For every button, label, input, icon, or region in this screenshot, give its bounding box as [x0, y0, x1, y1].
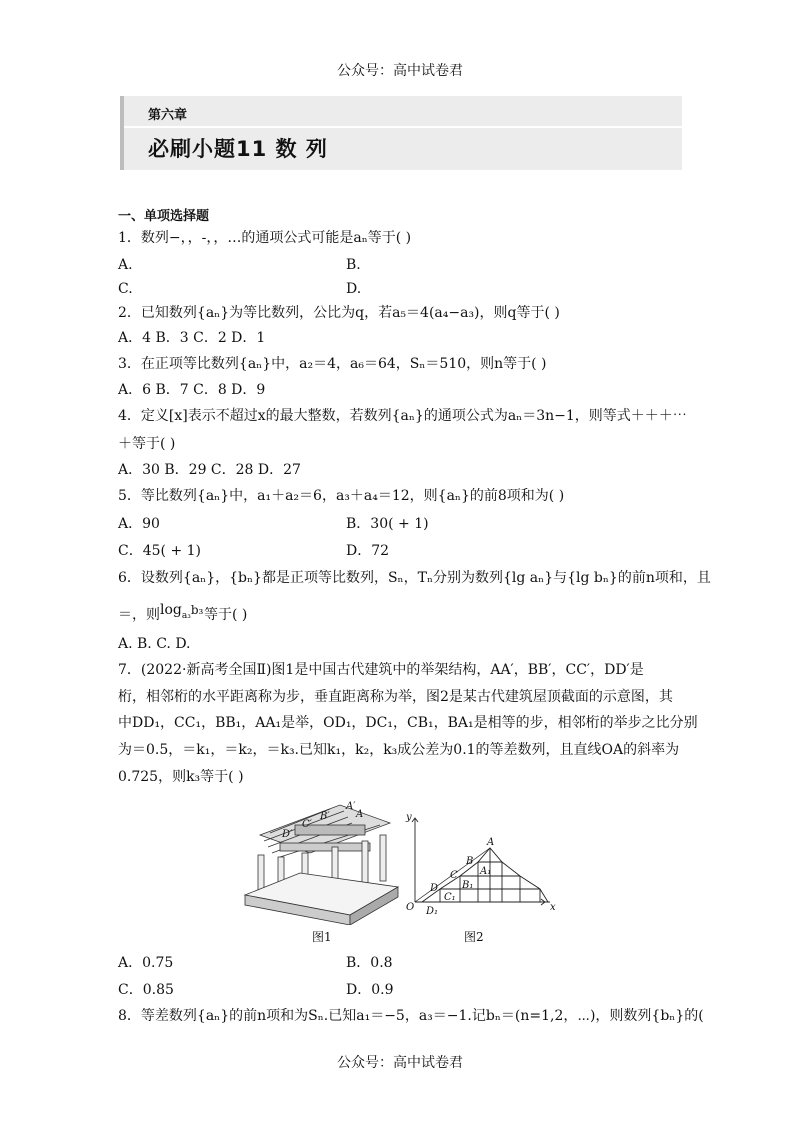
- log-base: log: [160, 602, 182, 618]
- fig2-label-b1: B₁: [462, 880, 474, 891]
- chapter-band: [120, 96, 682, 126]
- question-6-stem-2: ＝，则: [118, 607, 160, 623]
- fig2-label-c1: C₁: [444, 892, 456, 903]
- fig2-x-label: x: [550, 902, 556, 913]
- fig1-label-a: A: [356, 809, 364, 820]
- fig1-label-b-prime: B′: [320, 811, 330, 822]
- fig1-label-d-prime: D′: [282, 829, 293, 840]
- question-6-stem: 6．设数列{aₙ}，{bₙ}都是正项等比数列，Sₙ，Tₙ分别为数列{lg aₙ}与{lg bₙ}的前n项和，且: [118, 570, 711, 586]
- question-7-stem-2: 桁，相邻桁的水平距离称为步，垂直距离称为举，图2是某古代建筑屋顶截面的示意图，其: [118, 689, 673, 705]
- q1-option-b: B.: [346, 257, 361, 273]
- question-1-stem: 1．数列−，，-，，…的通项公式可能是aₙ等于( ): [118, 230, 412, 246]
- question-7-stem-4: 为＝0.5，＝k₁，＝k₂，＝k₃.已知k₁，k₂，k₃成公差为0.1的等差数列，且直线OA的斜率为: [118, 742, 680, 758]
- q6-options: A. B. C. D.: [118, 636, 191, 652]
- fig2-origin-label: O: [406, 902, 415, 913]
- log-subscript: a₃: [181, 610, 191, 621]
- log-argument: b₃: [190, 602, 204, 617]
- figure-2-caption: 图2: [464, 930, 484, 944]
- figure-1-drawing: [240, 795, 400, 925]
- q7-option-b: B．0.8: [346, 955, 393, 971]
- fig1-label-c-prime: C′: [302, 819, 312, 830]
- log-expression: [160, 601, 203, 625]
- question-5-stem: 5．等比数列{aₙ}中，a₁＋a₂＝6，a₃＋a₄＝12，则{aₙ}的前8项和为( ): [118, 488, 565, 504]
- q3-options: A．6 B．7 C．8 D．9: [118, 382, 266, 398]
- q5-option-d: D．72: [346, 543, 390, 559]
- fig2-label-a: A: [487, 837, 495, 848]
- page-footer: 公众号：高中试卷君: [337, 1055, 463, 1071]
- q1-option-a: A.: [118, 257, 133, 273]
- q5-option-a: A．90: [118, 516, 160, 532]
- page-title: 必刷小题11 数 列: [148, 137, 328, 161]
- band-accent: [120, 96, 124, 170]
- q1-option-c: C.: [118, 281, 133, 297]
- figure-2-diagram: [400, 810, 560, 920]
- q4-options: A．30 B．29 C．28 D．27: [118, 462, 301, 478]
- q5-option-c: C．45( + 1): [118, 543, 201, 559]
- section-title: 一、单项选择题: [118, 209, 210, 224]
- question-4-stem-2: ＋等于( ): [118, 436, 176, 452]
- question-8-stem: 8．等差数列{aₙ}的前n项和为Sₙ.已知a₁＝−5，a₃＝−1.记bₙ＝(n=1,2，⋯)，则数列{bₙ}的(: [118, 1008, 704, 1024]
- fig2-label-b: B: [466, 856, 474, 867]
- question-6-stem-3: 等于( ): [204, 607, 248, 623]
- fig2-label-a1: A₁: [480, 866, 492, 877]
- chapter-label: 第六章: [148, 108, 188, 123]
- fig1-label-a-prime: A′: [346, 801, 356, 812]
- q1-option-d: D.: [346, 281, 362, 297]
- question-4-stem: 4．定义[x]表示不超过x的最大整数，若数列{aₙ}的通项公式为aₙ＝3n−1，则等式＋＋＋⋯: [118, 408, 687, 424]
- q7-option-c: C．0.85: [118, 982, 174, 998]
- fig2-label-d1: D₁: [426, 906, 439, 917]
- question-2-stem: 2．已知数列{aₙ}为等比数列，公比为q，若a₅＝4(a₄−a₃)，则q等于( ): [118, 305, 560, 321]
- page-header: 公众号：高中试卷君: [337, 63, 463, 79]
- fig2-y-label: y: [406, 812, 412, 823]
- q2-options: A．4 B．3 C．2 D．1: [118, 330, 266, 346]
- q7-option-d: D．0.9: [346, 982, 394, 998]
- fig2-label-d: D: [430, 883, 439, 894]
- question-7-stem-3: 中DD₁，CC₁，BB₁，AA₁是举，OD₁，DC₁，CB₁，BA₁是相等的步，相邻桁的举步之比分别: [118, 715, 698, 731]
- question-7-stem-5: 0.725，则k₃等于( ): [118, 769, 244, 785]
- question-3-stem: 3．在正项等比数列{aₙ}中，a₂＝4，a₆＝64，Sₙ＝510，则n等于( ): [118, 356, 547, 372]
- q7-option-a: A．0.75: [118, 955, 174, 971]
- q5-option-b: B．30( + 1): [346, 516, 429, 532]
- fig2-label-c: C: [450, 870, 458, 881]
- figure-1-caption: 图1: [312, 930, 332, 944]
- question-7-stem: 7．(2022·新高考全国Ⅱ)图1是中国古代建筑中的举架结构，AA′，BB′，CC′，DD′是: [118, 662, 644, 678]
